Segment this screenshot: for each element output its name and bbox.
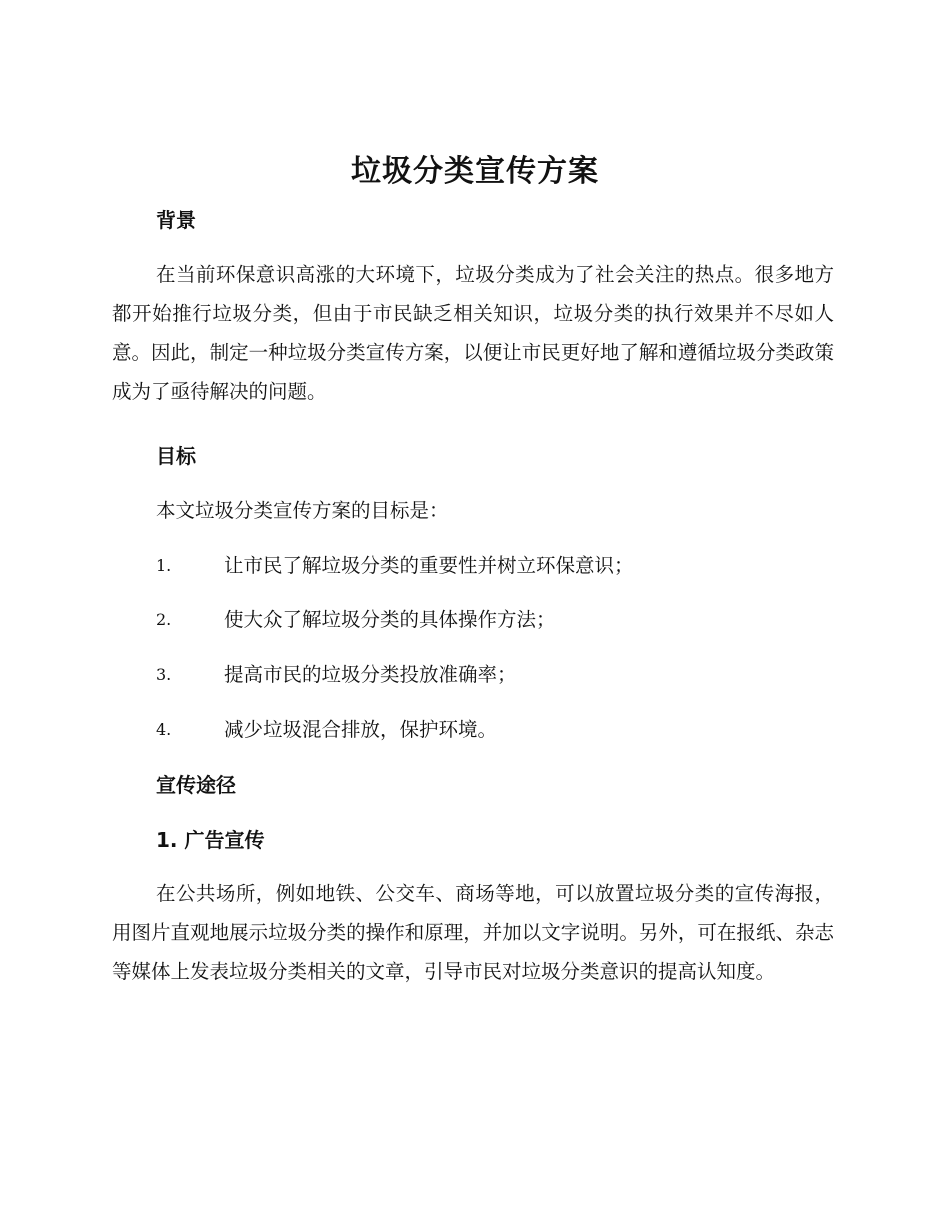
- document-title: 垃圾分类宣传方案: [351, 154, 599, 189]
- background-paragraph: 在当前环保意识高涨的大环境下，垃圾分类成为了社会关注的热点。很多地方都开始推行垃圾分类，但由于市民缺乏相关知识，垃圾分类的执行效果并不尽如人意。因此，制定一种垃圾分类宣传方案，以便让市民更好地了解和遵循垃圾分类政策成为了亟待解决的问题。: [112, 263, 834, 403]
- list-item-text: 减少垃圾混合排放，保护环境。: [224, 718, 498, 741]
- list-item: [156, 552, 836, 580]
- advertising-paragraph: 在公共场所，例如地铁、公交车、商场等地，可以放置垃圾分类的宣传海报，用图片直观地展示垃圾分类的操作和原理，并加以文字说明。另外，可在报纸、杂志等媒体上发表垃圾分类相关的文章，引导市民对垃圾分类意识的提高认知度。: [112, 882, 834, 983]
- list-item-number: 3.: [156, 665, 172, 684]
- goals-intro: 本文垃圾分类宣传方案的目标是：: [156, 499, 449, 522]
- list-item-number: 4.: [156, 720, 172, 739]
- section-heading-background: 背景: [156, 208, 196, 232]
- list-item-number: 2.: [156, 610, 172, 629]
- list-item: [156, 661, 836, 689]
- list-item: [156, 716, 836, 744]
- list-item-number: 1.: [156, 556, 172, 575]
- list-item-text: 提高市民的垃圾分类投放准确率；: [224, 663, 517, 686]
- list-item-text: 使大众了解垃圾分类的具体操作方法；: [224, 608, 556, 631]
- section-heading-goals: 目标: [156, 444, 196, 468]
- section-heading-channels: 宣传途径: [156, 773, 236, 797]
- list-item-text: 让市民了解垃圾分类的重要性并树立环保意识；: [224, 554, 634, 577]
- list-item: [156, 606, 836, 634]
- subsection-heading-advertising: 1. 广告宣传: [156, 828, 265, 852]
